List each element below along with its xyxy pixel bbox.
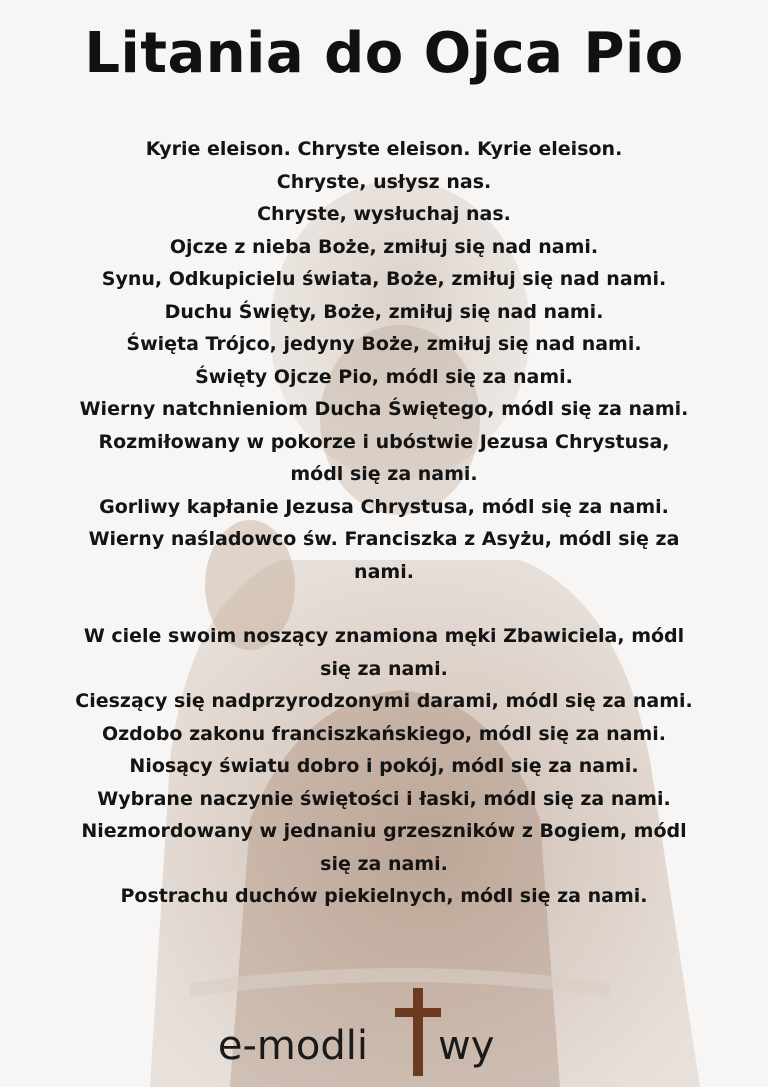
litany-line: Chryste, usłysz nas.	[276, 170, 492, 193]
e-modlitwy-logo	[0, 988, 768, 1078]
litany-line: Wybrane naczynie świętości i łaski, módl się za nami.	[97, 787, 671, 810]
litany-line: się za nami.	[320, 852, 448, 875]
litany-line: Duchu Święty, Boże, zmiłuj się nad nami.	[164, 300, 604, 323]
litany-line: Święta Trójco, jedyny Boże, zmiłuj się nad nami.	[126, 333, 642, 355]
litany-line: Synu, Odkupicielu świata, Boże, zmiłuj się nad nami.	[101, 268, 667, 290]
litany-line: Wierny natchnieniom Ducha Świętego, módl się za nami.	[79, 398, 689, 420]
litany-text	[30, 133, 738, 913]
cross-icon	[393, 988, 443, 1076]
litany-line: Chryste, wysłuchaj nas.	[257, 203, 511, 225]
litany-line: Kyrie eleison. Chryste eleison. Kyrie eleison.	[145, 138, 623, 160]
litany-line: Niosący światu dobro i pokój, módl się za nami.	[129, 755, 639, 777]
litany-line: Cieszący się nadprzyrodzonymi darami, módl się za nami.	[75, 690, 693, 712]
litany-line: nami.	[354, 560, 414, 583]
litany-line: Ojcze z nieba Boże, zmiłuj się nad nami.	[169, 235, 599, 258]
litany-line: się za nami.	[320, 657, 448, 680]
page-title: Litania do Ojca Pio	[84, 21, 684, 86]
litany-line: Święty Ojcze Pio, módl się za nami.	[195, 365, 573, 388]
litany-line: Ozdobo zakonu franciszkańskiego, módl się za nami.	[101, 722, 667, 745]
litany-line: Niezmordowany w jednaniu grzeszników z Bogiem, módl	[81, 820, 687, 842]
litany-line: Gorliwy kapłanie Jezusa Chrystusa, módl się za nami.	[99, 495, 669, 518]
logo-text-prefix: e-modli	[217, 1023, 368, 1069]
litany-line: Postrachu duchów piekielnych, módl się za nami.	[120, 885, 648, 907]
litany-line: W ciele swoim noszący znamiona męki Zbawiciela, módl	[83, 625, 685, 647]
logo-text-suffix: wy	[438, 1023, 495, 1069]
litany-line: Rozmiłowany w pokorze i ubóstwie Jezusa Chrystusa,	[98, 430, 670, 453]
litany-line: módl się za nami.	[290, 463, 478, 485]
litany-line: Wierny naśladowco św. Franciszka z Asyżu, módl się za	[88, 528, 680, 550]
